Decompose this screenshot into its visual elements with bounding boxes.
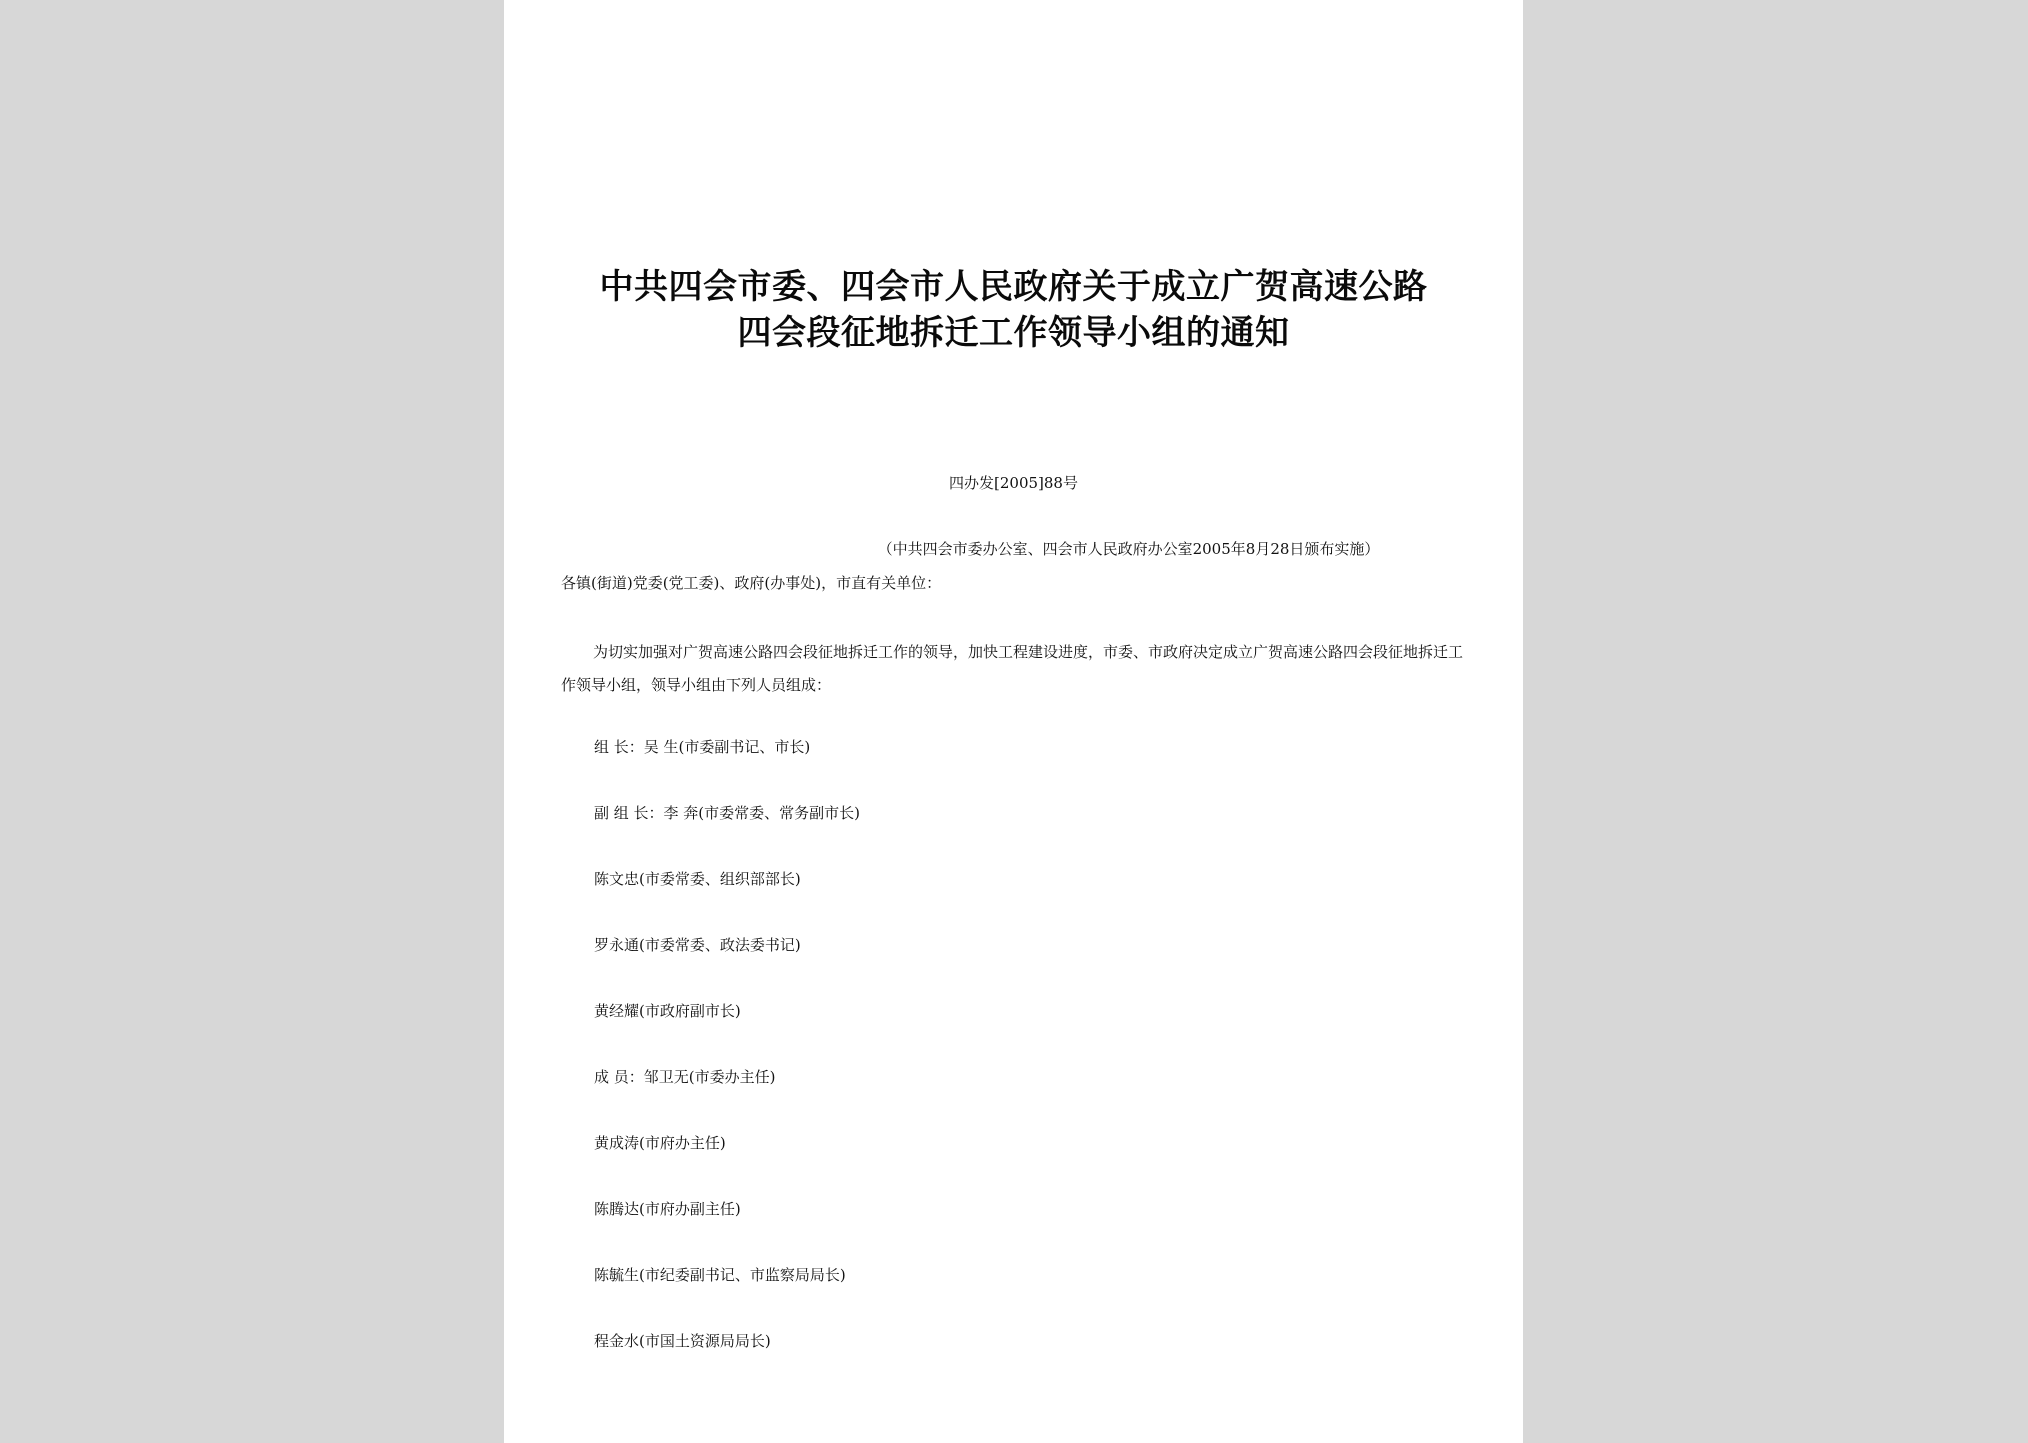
body-paragraph: 为切实加强对广贺高速公路四会段征地拆迁工作的领导，加快工程建设进度，市委、市政府决定成立广贺高速公路四会段征地拆迁工作领导小组，领导小组由下列人员组成： bbox=[561, 643, 1464, 694]
member-entry: 黄成涛(市府办主任) bbox=[594, 1134, 726, 1152]
title-line-1: 中共四会市委、四会市人民政府关于成立广贺高速公路 bbox=[599, 267, 1428, 307]
member-entry: 陈毓生(市纪委副书记、市监察局局长) bbox=[594, 1266, 846, 1284]
member-entry: 陈文忠(市委常委、组织部部长) bbox=[594, 870, 801, 888]
document-title bbox=[504, 264, 1523, 356]
document-number: 四办发[2005]88号 bbox=[949, 474, 1078, 492]
member-entry: 黄经耀(市政府副市长) bbox=[594, 1002, 741, 1020]
member-entry: 副 组 长：李 奔(市委常委、常务副市长) bbox=[594, 804, 861, 822]
document-page bbox=[504, 0, 1523, 1443]
member-entry: 程金水(市国土资源局局长) bbox=[594, 1332, 771, 1350]
title-line-2: 四会段征地拆迁工作领导小组的通知 bbox=[737, 313, 1290, 353]
member-entry: 组 长：吴 生(市委副书记、市长) bbox=[594, 738, 811, 756]
salutation: 各镇(街道)党委(党工委)、政府(办事处)，市直有关单位： bbox=[561, 574, 942, 592]
member-entry: 成 员：邹卫无(市委办主任) bbox=[594, 1068, 776, 1086]
issuing-source: （中共四会市委办公室、四会市人民政府办公室2005年8月28日颁布实施） bbox=[877, 540, 1380, 558]
member-entry: 陈腾达(市府办副主任) bbox=[594, 1200, 741, 1218]
member-entry: 罗永通(市委常委、政法委书记) bbox=[594, 936, 801, 954]
